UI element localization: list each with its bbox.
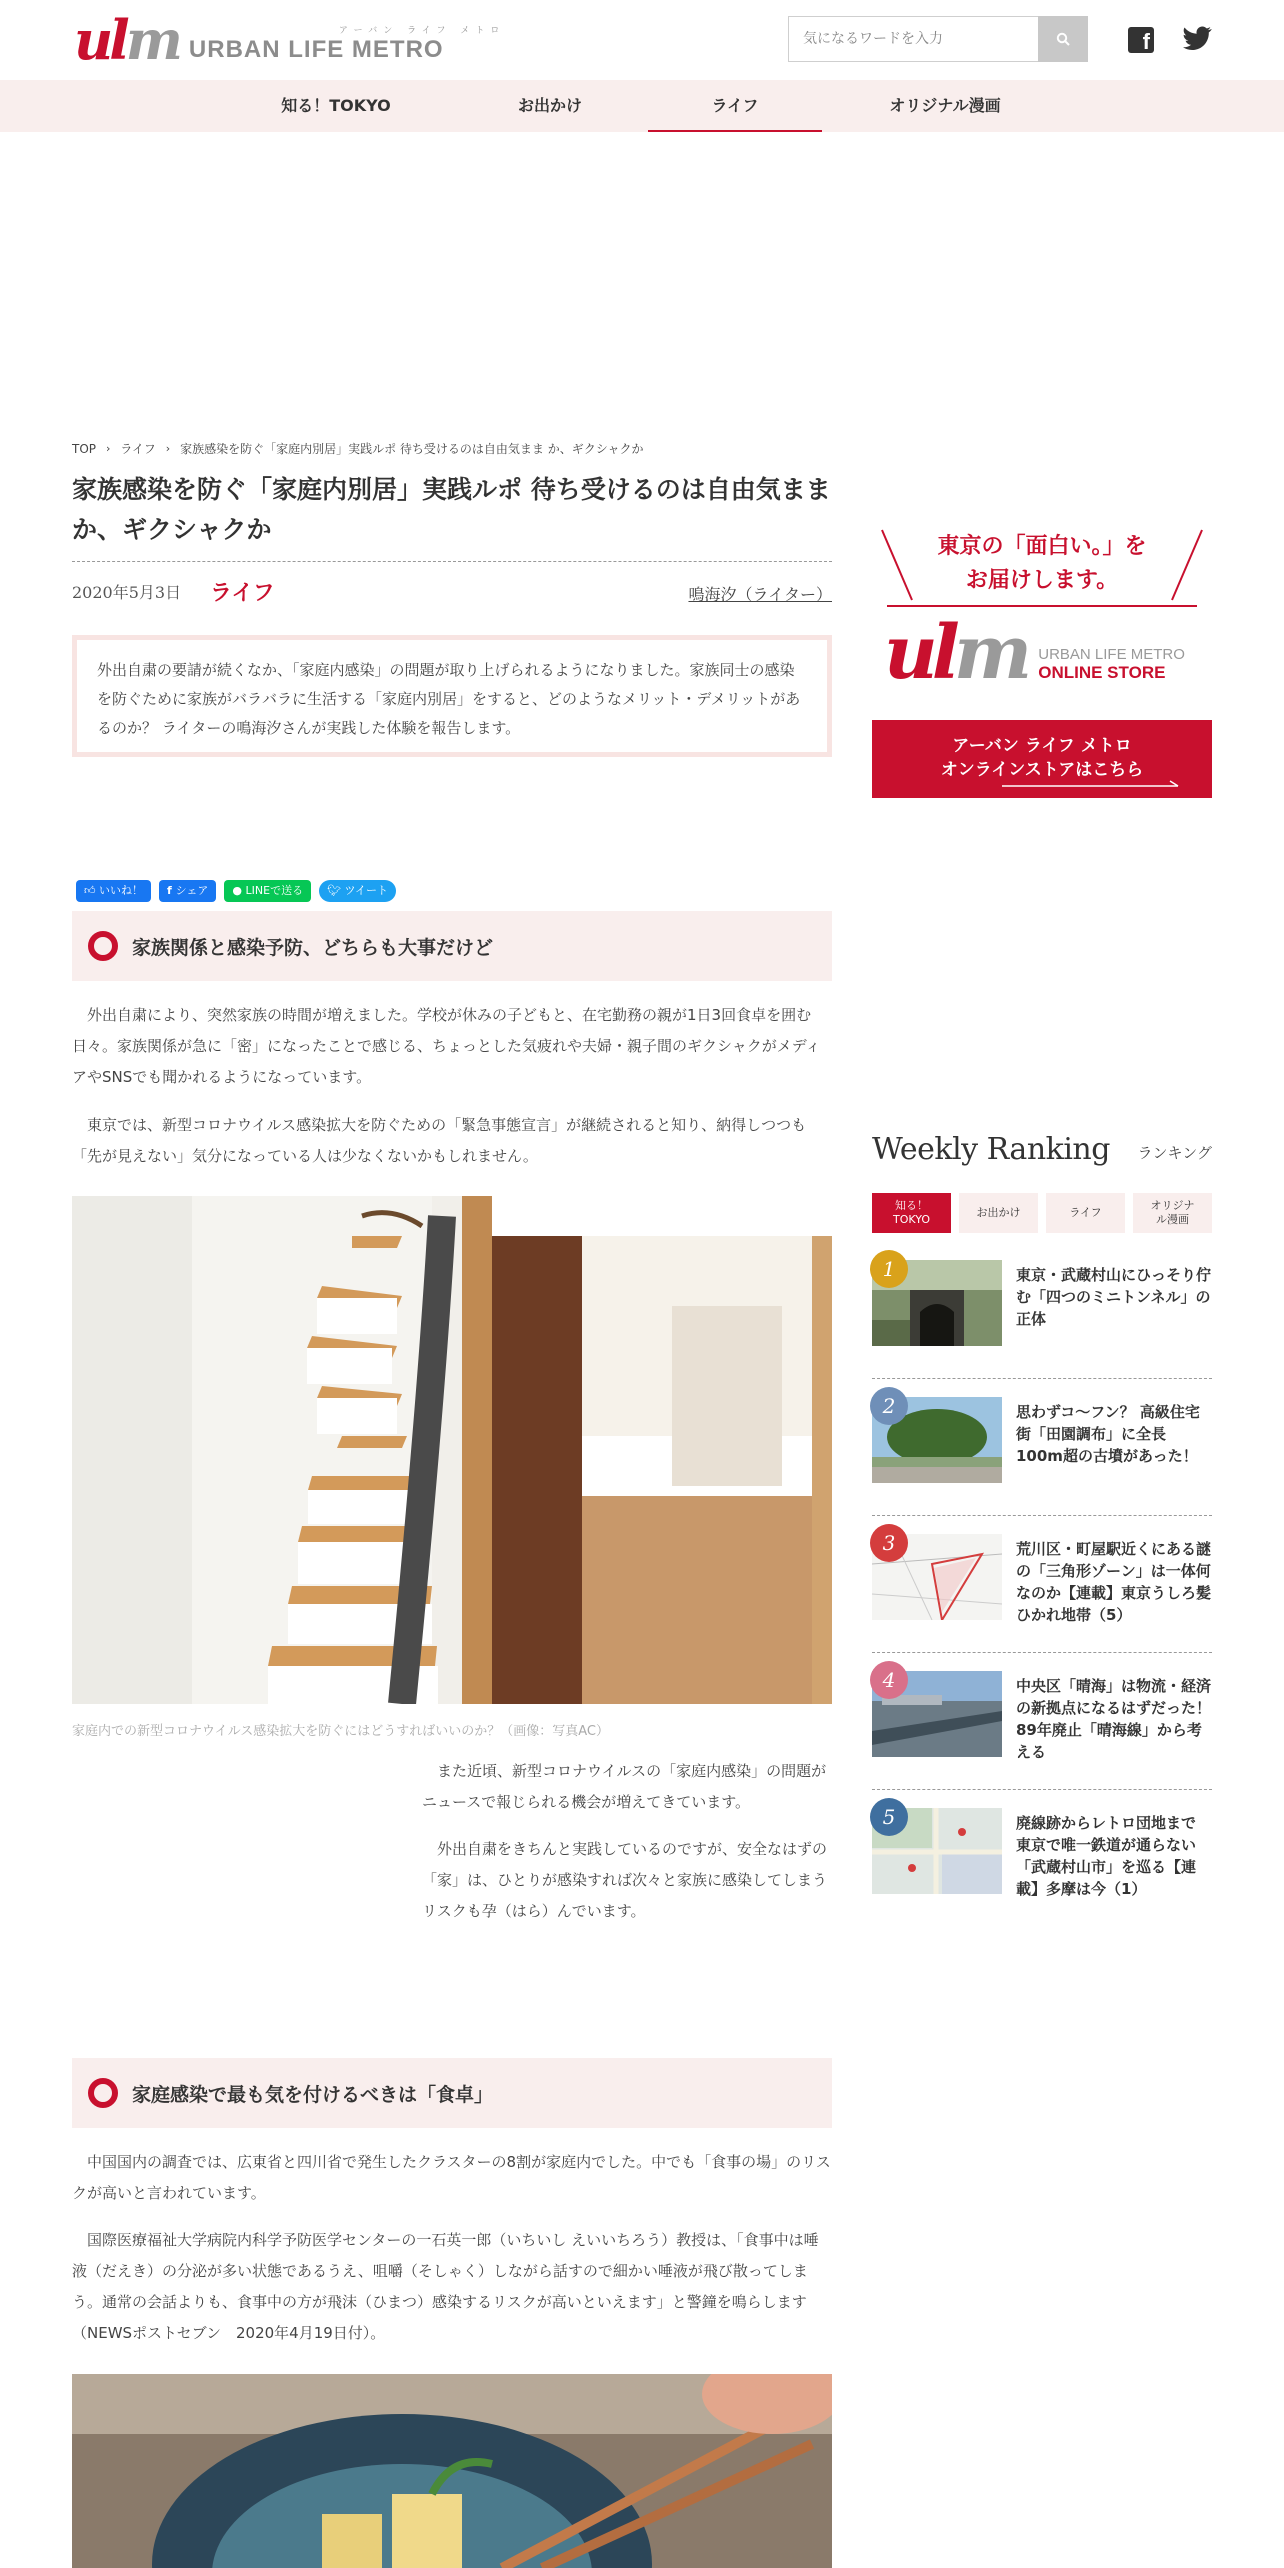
ranking-item-title: 思わずコ～フン？ 高級住宅街「田園調布」に全長100m超の古墳があった！ <box>1016 1403 1200 1465</box>
line-icon: ● <box>232 884 246 897</box>
search-icon <box>1056 32 1070 46</box>
article-date: 2020年5月3日 <box>72 583 182 602</box>
thumbs-up-icon: 👍︎ <box>84 884 99 897</box>
arrow-right-icon <box>1002 780 1182 788</box>
twitter-icon: 🐦︎ <box>327 884 345 897</box>
rank-badge: 5 <box>870 1798 908 1836</box>
rank-badge: 3 <box>870 1524 908 1562</box>
nav-item-shiru-tokyo[interactable]: 知る！TOKYO <box>281 96 391 115</box>
paragraph: 中国国内の調査では、広東省と四川省で発生したクラスターの8割が家庭内でした。中でも「食事の場」のリスクが高いと言われています。 <box>72 2153 831 2202</box>
title-divider <box>72 561 832 562</box>
ranking-divider <box>872 1378 1212 1379</box>
rank-badge: 4 <box>870 1661 908 1699</box>
online-store-banner[interactable] <box>872 520 1212 798</box>
search-box <box>788 16 1088 62</box>
fb-share-button[interactable]: f シェア <box>159 880 216 902</box>
facebook-icon[interactable]: f <box>1128 27 1154 53</box>
paragraph: 国際医療福祉大学病院内科学予防医学センターの一石英一郎（いちいし えいいちろう）教授は、「食事中は唾液（だえき）の分泌が多い状態であるうえ、咀嚼（そしゃく）しながら話すので細かい唾液が飛び散ってしまう。通常の会話よりも、食事中の方が飛沫（ひまつ）感染するリスクが高いといえます」と警鐘を鳴らします（NEWSポストセブン 2020年4月19日付）。 <box>72 2231 819 2342</box>
facebook-icon: f <box>167 884 176 897</box>
chevron-right-icon: › <box>106 442 111 455</box>
ranking-tab-odekake[interactable]: お出かけ <box>959 1193 1038 1233</box>
line-share-button[interactable]: ● LINEで送る <box>224 880 311 902</box>
paragraph: 外出自粛をきちんと実践しているのですが、安全なはずの「家」は、ひとりが感染すれば次々と家族に感染してしまうリスクも孕（はら）んでいます。 <box>422 1840 828 1920</box>
ranking-divider <box>872 1652 1212 1653</box>
logo-kana: アーバン ライフ メトロ <box>338 26 506 36</box>
ranking-tab-original-manga[interactable]: オリジナル漫画 <box>1133 1193 1212 1233</box>
logo-mark: ulm <box>74 8 179 72</box>
ranking-item-3[interactable] <box>872 1524 1212 1644</box>
rank-badge: 2 <box>870 1387 908 1425</box>
ranking-item-title: 東京・武蔵村山にひっそり佇む「四つのミニトンネル」の正体 <box>1016 1266 1212 1328</box>
ranking-item-1[interactable] <box>872 1250 1212 1370</box>
meal-photo <box>72 2374 832 2568</box>
rank-badge: 1 <box>870 1250 908 1288</box>
breadcrumb <box>72 440 644 457</box>
ranking-item-title: 廃線跡からレトロ団地まで 東京で唯一鉄道が通らない「武蔵村山市」を巡る【連載】多摩は今（1） <box>1016 1814 1197 1898</box>
twitter-icon[interactable] <box>1182 26 1212 52</box>
nav-item-odekake[interactable]: お出かけ <box>517 96 582 115</box>
ranking-divider <box>872 1515 1212 1516</box>
chevron-right-icon: › <box>165 442 171 455</box>
staircase-photo <box>72 1196 832 1704</box>
site-logo[interactable] <box>74 8 506 72</box>
ranking-title: Weekly Ranking <box>872 1132 1110 1167</box>
section-heading-1: 家族関係と感染予防、どちらも大事だけど <box>72 911 832 981</box>
store-link-button[interactable]: アーバン ライフ メトロ オンラインストアはこちら <box>872 720 1212 798</box>
paragraph: また近頃、新型コロナウイルスの「家庭内感染」の問題がニュースで報じられる機会が増えてきています。 <box>422 1762 827 1811</box>
store-tagline: 東京の「面白い。」を お届けします。 <box>937 534 1147 593</box>
circle-bullet-icon <box>88 2078 118 2108</box>
photo-caption: 家庭内での新型コロナウイルス感染拡大を防ぐにはどうすればいいのか？（画像：写真AC） <box>72 1724 609 1739</box>
paragraph: 外出自粛により、突然家族の時間が増えました。学校が休みの子どもと、在宅勤務の親が1日3回食卓を囲む日々。家族関係が急に「密」になったことで感じる、ちょっとした気疲れや夫婦・親子間のギクシャクがメディアやSNSでも聞かれるようになっています。 <box>72 1006 821 1086</box>
site-header <box>0 0 1284 80</box>
search-input[interactable] <box>788 16 1038 62</box>
ranking-tab-shiru-tokyo[interactable]: 知る！TOKYO <box>872 1193 951 1233</box>
breadcrumb-current: 家族感染を防ぐ「家庭内別居」実践ルポ 待ち受けるのは自由気まま か、ギクシャクか <box>180 442 644 456</box>
ranking-item-5[interactable] <box>872 1798 1212 1918</box>
ranking-item-2[interactable] <box>872 1387 1212 1507</box>
ranking-item-4[interactable] <box>872 1661 1212 1781</box>
ranking-tabs <box>872 1193 1212 1233</box>
section-heading-2: 家庭感染で最も気を付けるべきは「食卓」 <box>72 2058 832 2128</box>
nav-item-life[interactable]: ライフ <box>648 80 822 132</box>
ranking-item-title: 中央区「晴海」は物流・経済の新拠点になるはずだった！ 89年廃止「晴海線」から考える <box>1016 1677 1212 1761</box>
paragraph: 東京では、新型コロナウイルス感染拡大を防ぐための「緊急事態宣言」が継続されると知り、納得しつつも「先が見えない」気分になっている人は少なくないかもしれません。 <box>72 1116 807 1165</box>
logo-name: URBAN LIFE METRO <box>188 36 444 63</box>
article-title: 家族感染を防ぐ「家庭内別居」実践ルポ 待ち受けるのは自由気ままか、ギクシャクか <box>72 475 831 544</box>
ranking-tab-life[interactable]: ライフ <box>1046 1193 1125 1233</box>
ranking-item-title: 荒川区・町屋駅近くにある謎の「三角形ゾーン」は一体何なのか【連載】東京うしろ髪ひかれ地帯（5） <box>1016 1540 1212 1624</box>
nav-item-original-manga[interactable]: オリジナル漫画 <box>889 96 1001 115</box>
store-logo: ulm URBAN LIFE METRO ONLINE STORE <box>884 610 1185 696</box>
article-lead: 外出自粛の要請が続くなか、「家庭内感染」の問題が取り上げられるようになりました。家族同士の感染を防ぐために家族がバラバラに生活する「家庭内別居」をすると、どのようなメリット・デメリットがあるのか？ ライターの鳴海汐さんが実践した体験を報告します。 <box>72 635 832 757</box>
tweet-button[interactable]: 🐦︎ ツイート <box>319 880 396 902</box>
breadcrumb-category[interactable]: ライフ <box>120 442 156 456</box>
breadcrumb-top[interactable]: TOP <box>72 441 97 456</box>
article-category[interactable]: ライフ <box>210 581 275 606</box>
main-nav <box>0 80 1284 132</box>
article-author[interactable]: 鳴海汐（ライター） <box>688 585 832 604</box>
ranking-subtitle: ランキング <box>1137 1144 1212 1162</box>
ranking-divider <box>872 1789 1212 1790</box>
search-button[interactable] <box>1038 16 1088 62</box>
ranking-header <box>872 1132 1212 1172</box>
fb-like-button[interactable]: 👍︎ いいね！ <box>76 880 151 902</box>
circle-bullet-icon <box>88 931 118 961</box>
share-buttons <box>76 880 396 902</box>
